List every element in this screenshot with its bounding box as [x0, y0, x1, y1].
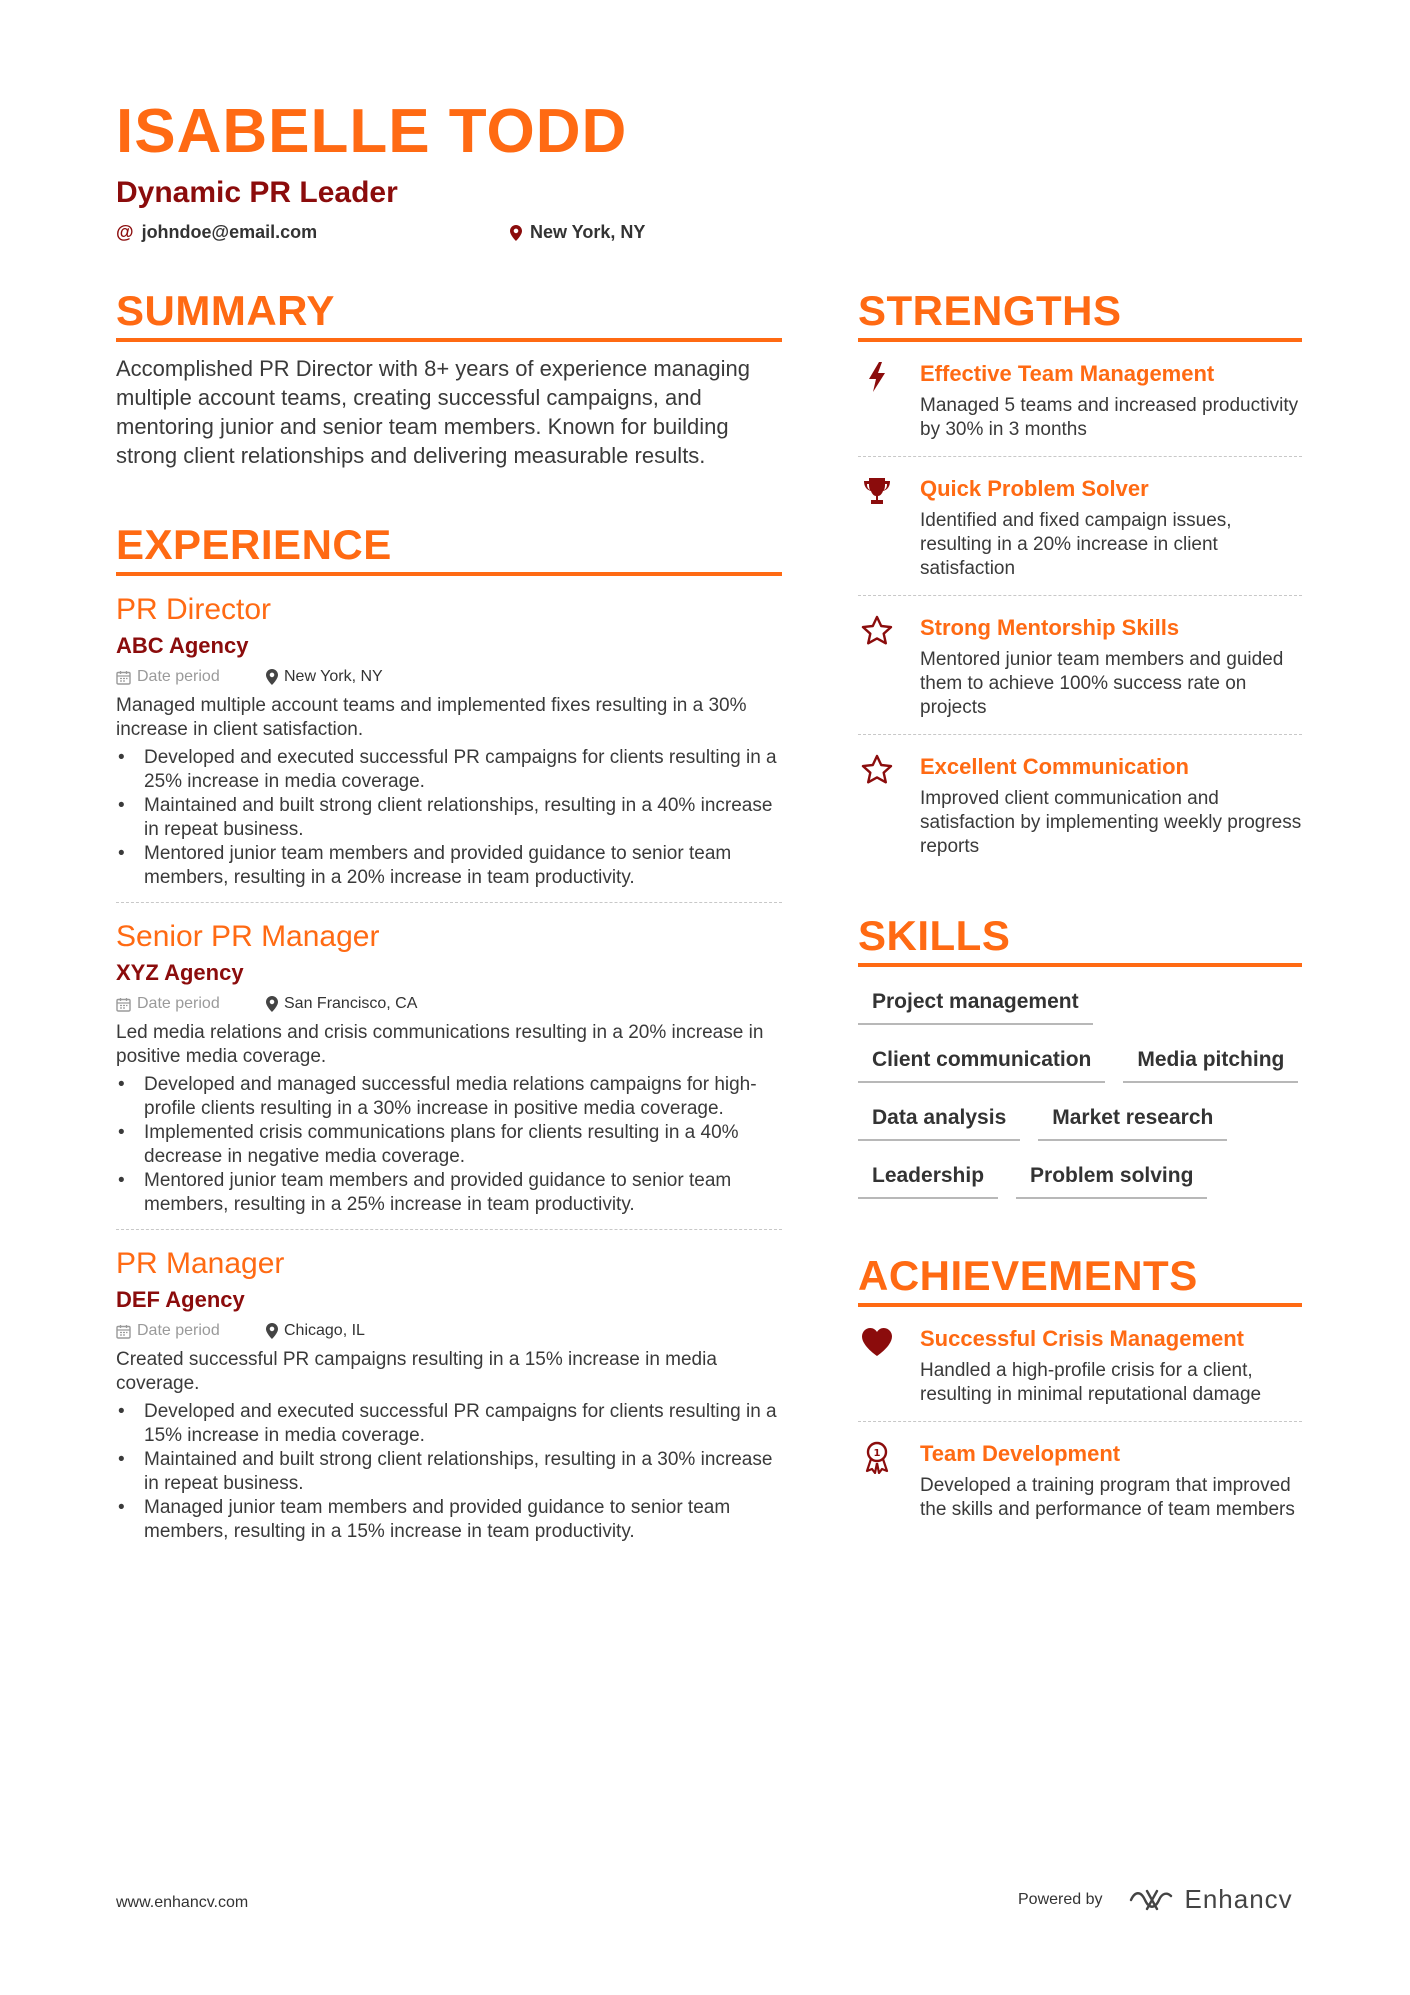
- job-location-text: Chicago, IL: [284, 1322, 365, 1339]
- skill-tag: Problem solving: [1016, 1157, 1207, 1199]
- strength-title: Excellent Communication: [920, 754, 1189, 779]
- company-name: DEF Agency: [116, 1287, 245, 1312]
- skill-tag: Client communication: [858, 1041, 1105, 1083]
- company-name: XYZ Agency: [116, 960, 244, 985]
- strength-description: Managed 5 teams and increased productivity by 30% in 3 months: [920, 395, 1299, 440]
- strengths-heading: STRENGTHS: [858, 286, 1302, 342]
- strength-title: Quick Problem Solver: [920, 476, 1149, 501]
- job-description: Led media relations and crisis communications resulting in a 20% increase in positive media coverage.: [116, 1022, 764, 1067]
- map-pin-icon: [266, 1323, 278, 1339]
- star-icon: [858, 614, 920, 720]
- skill-tag: Market research: [1038, 1099, 1227, 1141]
- resume-page: [116, 96, 1306, 1542]
- job-date: [116, 993, 256, 1015]
- candidate-name: ISABELLE TODD: [116, 97, 628, 166]
- job-meta: [116, 1320, 782, 1342]
- job-bullet: • Developed and managed successful media relations campaigns for high-profile clients resulting in a 30% increase in positive media coverage.: [116, 1073, 782, 1121]
- calendar-icon: [116, 670, 131, 685]
- achievement-item: [858, 1422, 1302, 1536]
- strength-item: [858, 342, 1302, 457]
- job-bullet: • Managed junior team members and provided guidance to senior team members, resulting in a 15% increase in team productivity.: [116, 1496, 782, 1544]
- star-icon: [858, 753, 920, 859]
- company-name: ABC Agency: [116, 633, 249, 658]
- job-bullet: • Developed and executed successful PR campaigns for clients resulting in a 15% increase in media coverage.: [116, 1400, 782, 1448]
- calendar-icon: [116, 997, 131, 1012]
- achievements-heading: ACHIEVEMENTS: [858, 1251, 1302, 1307]
- map-pin-icon: [266, 996, 278, 1012]
- trophy-icon: [858, 475, 920, 581]
- job-meta: [116, 666, 782, 688]
- summary-text: Accomplished PR Director with 8+ years of experience managing multiple account teams, creating successful campaigns, and mentoring junior and senior team members. Known for building strong client relationships and delivering measurable results.: [116, 356, 751, 468]
- heart-icon: [858, 1325, 920, 1407]
- job-date-text: Date period: [137, 1322, 220, 1339]
- calendar-icon: [116, 1324, 131, 1339]
- strength-item: [858, 457, 1302, 596]
- job-date-text: Date period: [137, 668, 220, 685]
- at-icon: @: [116, 222, 134, 242]
- achievement-text-block: [920, 1325, 1302, 1407]
- skills-heading: SKILLS: [858, 911, 1302, 967]
- achievement-description: Developed a training program that improved the skills and performance of team members: [920, 1475, 1295, 1520]
- job-location-text: New York, NY: [284, 668, 383, 685]
- job-meta: [116, 993, 782, 1015]
- contact-row: [116, 222, 1306, 243]
- achievements-list: [858, 1307, 1302, 1536]
- footer-branding: [1018, 1884, 1293, 1915]
- svg-text:1: 1: [873, 1448, 881, 1459]
- job-bullets: [116, 1400, 782, 1544]
- achievement-item: [858, 1307, 1302, 1422]
- strength-description: Identified and fixed campaign issues, resulting in a 20% increase in client satisfaction: [920, 510, 1232, 579]
- enhancv-logo-icon: [1127, 1887, 1175, 1913]
- skill-tag: Data analysis: [858, 1099, 1020, 1141]
- achievement-title: Team Development: [920, 1441, 1121, 1466]
- job-bullet: • Mentored junior team members and provided guidance to senior team members, resulting in a 25% increase in team productivity.: [116, 1169, 782, 1217]
- job-date: [116, 666, 256, 688]
- strength-text-block: [920, 475, 1302, 581]
- strength-description: Mentored junior team members and guided them to achieve 100% success rate on projects: [920, 649, 1284, 718]
- experience-entry: [116, 903, 782, 1230]
- job-bullet: • Maintained and built strong client relationships, resulting in a 30% increase in repeat business.: [116, 1448, 782, 1496]
- left-column: [116, 286, 782, 1556]
- medal-icon: [858, 1440, 920, 1522]
- location-text: New York, NY: [530, 222, 646, 242]
- strength-description: Improved client communication and satisfaction by implementing weekly progress reports: [920, 788, 1302, 857]
- footer-website[interactable]: www.enhancv.com: [116, 1894, 249, 1911]
- job-description: Managed multiple account teams and implemented fixes resulting in a 30% increase in client satisfaction.: [116, 695, 747, 740]
- job-bullet: • Maintained and built strong client relationships, resulting in a 40% increase in repeat business.: [116, 794, 782, 842]
- job-date: [116, 1320, 256, 1342]
- right-column: [858, 286, 1302, 1536]
- skills-list: [858, 983, 1302, 1199]
- strength-title: Effective Team Management: [920, 361, 1215, 386]
- job-bullets: [116, 746, 782, 890]
- strength-text-block: [920, 753, 1302, 859]
- summary-heading: SUMMARY: [116, 286, 782, 342]
- job-title: Senior PR Manager: [116, 920, 380, 953]
- powered-by-label: Powered by: [1018, 1890, 1103, 1908]
- contact-email[interactable]: [116, 222, 510, 243]
- contact-location: [510, 222, 645, 243]
- strengths-list: [858, 342, 1302, 873]
- achievement-text-block: [920, 1440, 1302, 1522]
- skill-tag: Leadership: [858, 1157, 998, 1199]
- brand-logo[interactable]: [1127, 1884, 1293, 1915]
- brand-name: Enhancv: [1184, 1884, 1293, 1914]
- job-title: PR Director: [116, 593, 272, 626]
- job-description: Created successful PR campaigns resulting in a 15% increase in media coverage.: [116, 1349, 717, 1394]
- skill-tag: Project management: [858, 983, 1093, 1025]
- strength-title: Strong Mentorship Skills: [920, 615, 1180, 640]
- map-pin-icon: [510, 225, 522, 241]
- bolt-icon: [858, 360, 920, 442]
- job-location: [266, 1320, 365, 1342]
- achievement-title: Successful Crisis Management: [920, 1326, 1245, 1351]
- job-location: [266, 993, 417, 1015]
- experience-entry: [116, 1230, 782, 1556]
- job-bullet: • Developed and executed successful PR campaigns for clients resulting in a 25% increase in media coverage.: [116, 746, 782, 794]
- job-location-text: San Francisco, CA: [284, 995, 418, 1012]
- experience-heading: EXPERIENCE: [116, 520, 782, 576]
- job-bullet: • Mentored junior team members and provided guidance to senior team members, resulting in a 20% increase in team productivity.: [116, 842, 782, 890]
- strength-text-block: [920, 614, 1302, 720]
- job-title: PR Manager: [116, 1247, 285, 1280]
- strength-text-block: [920, 360, 1302, 442]
- skill-tag: Media pitching: [1123, 1041, 1298, 1083]
- strength-item: [858, 735, 1302, 873]
- experience-entry: [116, 576, 782, 903]
- map-pin-icon: [266, 669, 278, 685]
- strength-item: [858, 596, 1302, 735]
- experience-list: [116, 576, 782, 1556]
- job-date-text: Date period: [137, 995, 220, 1012]
- email-text: johndoe@email.com: [141, 222, 318, 242]
- job-bullets: [116, 1073, 782, 1217]
- job-location: [266, 666, 383, 688]
- achievement-description: Handled a high-profile crisis for a client, resulting in minimal reputational damage: [920, 1360, 1262, 1405]
- job-bullet: • Implemented crisis communications plans for clients resulting in a 40% decrease in negative media coverage.: [116, 1121, 782, 1169]
- candidate-tagline: Dynamic PR Leader: [116, 176, 398, 209]
